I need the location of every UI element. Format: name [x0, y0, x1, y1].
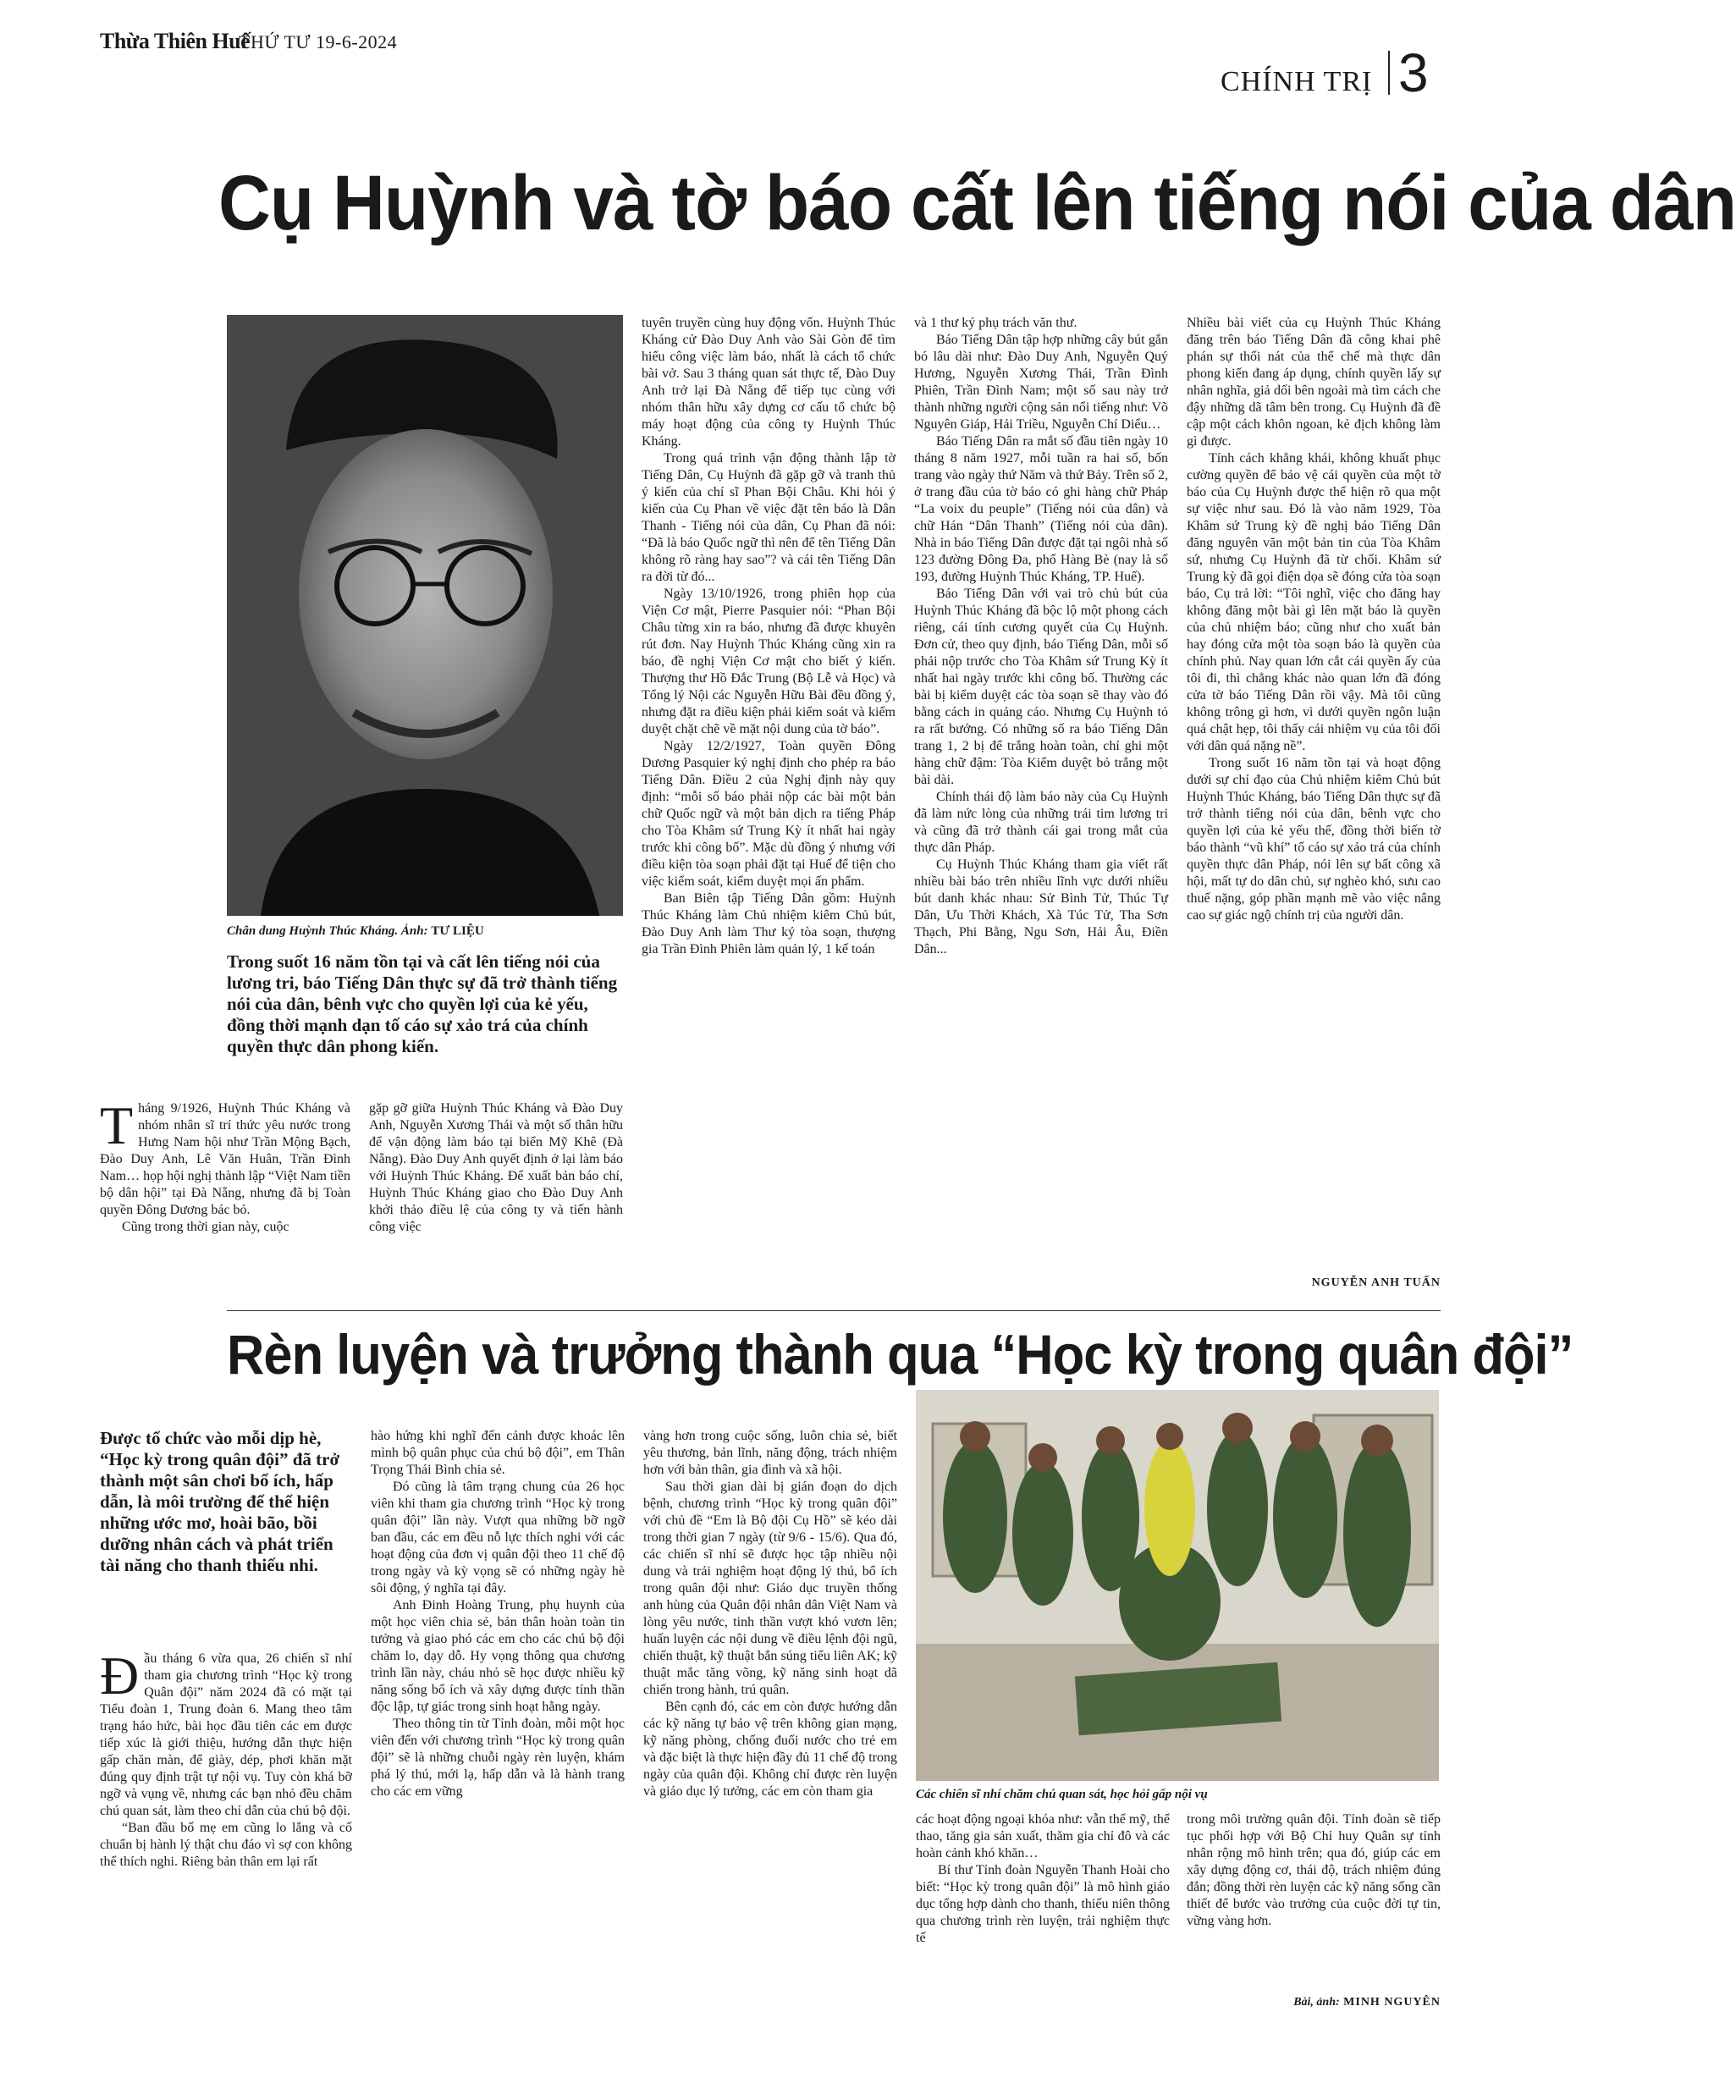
paragraph: gặp gỡ giữa Huỳnh Thúc Kháng và Đào Duy Anh, Nguyễn Xương Thái và một số thân hữu để vận động làm báo tại biển Mỹ Khê (Đà Nẵng). Đào Duy Anh quyết định ở lại làm báo với Huỳnh Thúc Kháng. Để xuất bản báo chí, Huỳnh Thúc Kháng giao cho Đào Duy Anh khởi thảo điều lệ của công ty và tiến hành công việc	[369, 1101, 623, 1234]
paragraph: Cụ Huỳnh Thúc Kháng tham gia viết rất nhiều bài báo trên nhiều lĩnh vực dưới nhiều bút danh khác nhau: Sử Bình Tử, Thúc Tự Dân, Ưu Thời Khách, Xà Túc Tử, Tha Sơn Thạch, Phi Bằng, Ngu Sơn, Hải Âu, Điền Dân...	[914, 857, 1168, 956]
paragraph: Bí thư Tỉnh đoàn Nguyễn Thanh Hoài cho biết: “Học kỳ trong quân đội” là mô hình giáo dục tổng hợp dành cho thanh, thiếu niên thông qua chương trình rèn luyện, trải nghiệm thực tế	[916, 1863, 1170, 1945]
paragraph: Ban Biên tập Tiếng Dân gồm: Huỳnh Thúc Kháng làm Chủ nhiệm kiêm Chủ bút, Đào Duy Anh làm Thư ký tòa soạn, thượng gia Trần Đình Phiên làm quản lý, 1 kế toán	[642, 891, 896, 956]
article-1-lead: Trong suốt 16 năm tồn tại và cất lên tiếng nói của lương tri, báo Tiếng Dân thực sự đã trở thành tiếng nói của dân, bênh vực cho quyền lợi của kẻ yếu, đồng thời mạnh dạn tố cáo sự xảo trá của chính quyền thực dân phong kiến.	[227, 951, 618, 1056]
paragraph: Tính cách khẳng khái, không khuất phục cường quyền để bảo vệ cái quyền của một tờ báo của Cụ Huỳnh được thể hiện rõ qua một sự việc như sau. Đó là vào năm 1929, Tòa Khâm sứ Trung kỳ đề nghị báo Tiếng Dân đăng nguyên văn một bản tin của Tòa Khâm sứ, nhưng Cụ Huỳnh đã từ chối. Khâm sứ Trung kỳ đã gọi điện dọa sẽ đóng cửa tòa soạn báo, Cụ trả lời: “Tôi nghĩ, việc cho đăng hay không đăng một bài gì lên mặt báo là quyền của chủ nhiệm báo; cũng như cho xuất bản hay đóng cửa một tòa soạn báo là quyền của chính phủ. Nay quan lớn cắt cái quyền ấy của tôi đi, thì chẳng khác nào quan lớn đã đóng cửa tờ báo Tiếng Dân rồi vậy. Mà tôi cũng không trông gì hơn, vì dưới quyền ngôn luận quá chật hẹp, tôi thấy cái nhiệm vụ của tôi đối với dân quá nặng nề”.	[1187, 451, 1441, 753]
masthead: Thừa Thiên Huế	[100, 29, 251, 53]
article-2-lead: Được tổ chức vào mỗi dịp hè, “Học kỳ trong quân đội” đã trở thành một sân chơi bổ ích, hấp dẫn, là môi trường để thể hiện những ước mơ, hoài bão, bồi dưỡng nhân cách và phát triển tài năng cho thanh thiếu nhi.	[100, 1428, 340, 1575]
portrait-photo-credit: TƯ LIỆU	[431, 924, 484, 938]
paragraph: Trong quá trình vận động thành lập tờ Tiếng Dân, Cụ Huỳnh đã gặp gỡ và tranh thủ ý kiến của chí sĩ Phan Bội Châu. Khi hỏi ý kiến của Cụ Phan về việc đặt tên báo là Dân Thanh - Tiếng nói của dân, Cụ Phan đã nói: “Đã là báo Quốc ngữ thì nên để tên Tiếng Dân không rõ ràng hay sao”? và cái tên Tiếng Dân ra đời từ đó...	[642, 451, 896, 584]
paragraph: và 1 thư ký phụ trách văn thư.	[914, 316, 1077, 330]
paragraph: hào hứng khi nghĩ đến cảnh được khoác lên mình bộ quân phục của chú bộ đội”, em Thân Trọng Thái Bình chia sẻ.	[371, 1429, 625, 1477]
camp-illustration	[916, 1390, 1439, 1781]
article-2-byline	[1187, 1996, 1441, 2009]
article-1-column-4	[914, 315, 1168, 1302]
dropcap: Đ	[100, 1645, 140, 1706]
paragraph: tuyên truyền cùng huy động vốn. Huỳnh Thúc Kháng cử Đào Duy Anh vào Sài Gòn để tìm hiểu công việc làm báo, nhất là cách tổ chức bài vở. Sau 3 tháng quan sát thực tế, Đào Duy Anh trở lại Đà Nẵng để tiếp tục cùng với nhóm thân hữu xây dựng cơ cấu tổ chức bộ máy hoạt động của công ty Huỳnh Thúc Kháng.	[642, 316, 896, 449]
article-2-headline: Rèn luyện và trưởng thành qua “Học kỳ trong quân đội”	[227, 1323, 1573, 1386]
paragraph: Báo Tiếng Dân tập hợp những cây bút gắn bó lâu dài như: Đào Duy Anh, Nguyễn Quý Hương, Nguyễn Xương Thái, Trần Đình Phiên, Trần Đình Nam; một số sau này trở thành những người cộng sản nổi tiếng như: Võ Nguyên Giáp, Hải Triều, Nguyễn Chí Diểu…	[914, 333, 1168, 432]
article-2-column-2	[371, 1428, 625, 2023]
section-divider	[1388, 51, 1390, 95]
byline-author: MINH NGUYÊN	[1343, 1996, 1441, 2009]
paragraph: các hoạt động ngoại khóa như: vẫn thể mỹ, thể thao, tăng gia sản xuất, thăm gia chỉ đô và các hoàn cảnh khó khăn…	[916, 1812, 1170, 1860]
page-number: 3	[1398, 42, 1429, 103]
paragraph: Cũng trong thời gian này, cuộc	[122, 1220, 289, 1234]
paragraph: vàng hơn trong cuộc sống, luôn chia sẻ, biết yêu thương, bản lĩnh, năng động, trách nhiệm hơn với bản thân, gia đình và xã hội.	[643, 1429, 897, 1477]
portrait-caption	[227, 924, 484, 939]
article-1-byline: NGUYỄN ANH TUẤN	[1311, 1276, 1441, 1289]
military-camp-photo	[916, 1390, 1439, 1781]
portrait-photo	[227, 315, 623, 916]
paragraph: háng 9/1926, Huỳnh Thúc Kháng và nhóm nhân sĩ trí thức yêu nước trong Hưng Nam hội như Trần Mộng Bạch, Đào Duy Anh, Lê Văn Huân, Trần Đình Nam… họp hội nghị thành lập “Việt Nam tiền bộ dân hội” tại Đà Nẵng, nhưng đã bị Toàn quyền Đông Dương bác bỏ.	[100, 1101, 350, 1217]
article-1-column-2	[369, 1100, 623, 1302]
paragraph: ầu tháng 6 vừa qua, 26 chiến sĩ nhí tham gia chương trình “Học kỳ trong Quân đội” năm 2024 đã có mặt tại Tiểu đoàn 1, Trung đoàn 6. Mang theo tâm trạng háo hức, bài học đầu tiên các em được tiếp xúc là giới thiệu, hướng dẫn thực hiện gấp chăn màn, để giày, dép, phơi khăn mặt đúng quy định trật tự nội vụ. Tuy còn khá bỡ ngỡ và vụng về, nhưng các bạn nhỏ đều chăm chú quan sát, làm theo chỉ dẫn của chú bộ đội.	[100, 1651, 352, 1818]
dropcap: T	[100, 1095, 134, 1155]
article-2-column-4	[916, 1811, 1170, 2023]
paragraph: Đó cũng là tâm trạng chung của 26 học viên khi tham gia chương trình “Học kỳ trong quân đội” lần này. Vượt qua những bỡ ngỡ ban đầu, các em đều nỗ lực thích nghi với các hoạt động của đơn vị quân đội theo 11 chế độ trong ngày và kỳ vọng sẽ có những ngày hè sôi động, ý nghĩa tại đây.	[371, 1480, 625, 1596]
paragraph: Bên cạnh đó, các em còn được hướng dẫn các kỹ năng tự bảo vệ trên không gian mạng, kỹ năng phòng, chống đuối nước cho trẻ em và đặc biệt là thực hiện đầy đủ 11 chế độ trong ngày của quân đội. Không chỉ được rèn luyện và giáo dục lý tưởng, các em còn tham gia	[643, 1700, 897, 1799]
paragraph: Ngày 12/2/1927, Toàn quyền Đông Dương Pasquier ký nghị định cho phép ra báo Tiếng Dân. Điều 2 của Nghị định này quy định: “mỗi số báo phải nộp các bài một bản chữ Quốc ngữ và một bản dịch ra tiếng Pháp cho Tòa Khâm sứ Trung Kỳ ít nhất hai ngày trước khi công bố”. Mặc dù đồng ý nhưng với điều kiện tòa soạn phải đặt tại Huế để tiện cho việc kiểm soát, kiểm duyệt mọi ấn phẩm.	[642, 739, 896, 889]
paragraph: Anh Đinh Hoàng Trung, phụ huynh của một học viên chia sẻ, bản thân hoàn toàn tin tưởng và giao phó các em cho các chú bộ đội chăm lo, dạy dỗ. Hy vọng thông qua chương trình lần này, cháu nhỏ sẽ học được nhiều kỹ năng sống bổ ích và xây dựng được tính thần độc lập, tự giác trong sinh hoạt hằng ngày.	[371, 1598, 625, 1714]
portrait-caption-text: Chân dung Huỳnh Thúc Kháng. Ảnh:	[227, 924, 428, 938]
paragraph: Nhiều bài viết của cụ Huỳnh Thúc Kháng đăng trên báo Tiếng Dân đã công khai phê phán sự thối nát của thể chế mà thực dân phong kiến đang áp dụng, chính quyền lấy sự nhân nghĩa, giả dối bên ngoài mà tìm cách che đậy những dã tâm bên trong. Cụ Huỳnh đã đề cập một cách khôn ngoan, kẻ địch không làm gì được.	[1187, 316, 1441, 449]
article-1-column-3	[642, 315, 896, 1302]
issue-date: THỨ TƯ 19-6-2024	[239, 31, 398, 52]
paragraph: Sau thời gian dài bị gián đoạn do dịch bệnh, chương trình “Học kỳ trong quân đội” với chủ đề “Em là Bộ đội Cụ Hồ” sẽ kéo dài trong thời gian 7 ngày (từ 9/6 - 15/6). Qua đó, các chiến sĩ nhí sẽ được học tập nhiều nội dung và trải nghiệm hoạt động lý thú, bổ ích trong quân đội như: Giáo dục truyền thống anh hùng của Quân đội nhân dân Việt Nam và lòng yêu nước, tinh thần vượt khó vươn lên; huấn luyện các nội dung về điều lệnh đội ngũ, chiến thuật, kỹ thuật bắn súng tiểu liên AK; kỹ thuật mắc tăng võng, kỹ năng sinh hoạt dã chiến trong hành, trú quân.	[643, 1480, 897, 1697]
portrait-illustration	[227, 315, 623, 916]
article-2-column-5	[1187, 1811, 1441, 1989]
paragraph: Báo Tiếng Dân với vai trò chủ bút của Huỳnh Thúc Kháng đã bộc lộ một phong cách riêng, cái tính cương quyết của Cụ Huỳnh. Đơn cử, theo quy định, báo Tiếng Dân, mỗi số phải nộp trước cho Tòa Khâm sứ Trung Kỳ ít nhất hai ngày trước khi công bố. Thường các bài bị kiểm duyệt các tòa soạn sẽ thay vào đó bằng cách in quảng cáo. Nhưng Cụ Huỳnh tỏ ra rất bướng. Có những số ra báo Tiếng Dân trang 1, 2 bị để trắng hoàn toàn, chỉ ghi một hàng chữ đậm: Tòa Kiểm duyệt bỏ trắng một bài dài.	[914, 587, 1168, 787]
paragraph: Chính thái độ làm báo này của Cụ Huỳnh đã làm nức lòng của những trái tim lương tri và cũng đã trở thành cái gai trong mắt của thực dân Pháp.	[914, 790, 1168, 855]
article-divider	[227, 1310, 1441, 1311]
paragraph: trong môi trường quân đội. Tỉnh đoàn sẽ tiếp tục phối hợp với Bộ Chỉ huy Quân sự tỉnh nhân rộng mô hình trên; qua đó, giúp các em xây dựng động cơ, thái độ, trách nhiệm đúng đắn; đồng thời rèn luyện các kỹ năng sống cần thiết để bước vào trưởng của cuộc đời tự tin, vững vàng hơn.	[1187, 1812, 1441, 1928]
section-name: CHÍNH TRỊ	[1221, 66, 1373, 97]
paragraph: Báo Tiếng Dân ra mắt số đầu tiên ngày 10 tháng 8 năm 1927, mỗi tuần ra hai số, bốn trang vào ngày thứ Năm và thứ Bảy. Trên số 2, ở trang đầu của tờ báo có ghi hàng chữ Pháp “La voix du peuple” (Tiếng nói của dân) và chữ Hán “Dân Thanh” (Tiếng nói của dân). Nhà in báo Tiếng Dân được đặt tại ngôi nhà số 123 đường Đông Đa, phố Hàng Bè (nay là số 193, đường Huỳnh Thúc Kháng, TP. Huế).	[914, 434, 1168, 584]
paragraph: “Ban đầu bố mẹ em cũng lo lắng và cố chuẩn bị hành lý thật chu đáo vì sợ con không thể thích nghi. Riêng bản thân em lại rất	[100, 1821, 352, 1869]
article-1-column-1	[100, 1095, 350, 1302]
article-2-column-3	[643, 1428, 897, 2023]
paragraph: Trong suốt 16 năm tồn tại và hoạt động dưới sự chỉ đạo của Chủ nhiệm kiêm Chủ bút Huỳnh Thúc Kháng, báo Tiếng Dân thực sự đã trở thành tiếng nói của dân, bênh vực cho quyền lợi của kẻ yếu thế, đồng thời biến tờ báo thành “vũ khí” tố cáo sự xảo trá của chính quyền thực dân Pháp, nói lên sự bất công xã hội, mất tự do dân chủ, sự nghèo khó, sưu cao thuế nặng, góp phần mạnh mẽ vào việc nâng cao sự giác ngộ chính trị của người dân.	[1187, 756, 1441, 923]
camp-photo-caption: Các chiến sĩ nhí chăm chú quan sát, học hỏi gấp nội vụ	[916, 1788, 1208, 1801]
paragraph: Theo thông tin từ Tỉnh đoàn, mỗi một học viên đến với chương trình “Học kỳ trong quân đội” sẽ là những chuỗi ngày rèn luyện, khám phá lý thú, mới lạ, hấp dẫn và là hành trang cho các em vững	[371, 1717, 625, 1799]
paragraph: Ngày 13/10/1926, trong phiên họp của Viện Cơ mật, Pierre Pasquier nói: “Phan Bội Châu từng xin ra báo, nhưng đã được khuyên rút đơn. Nay Huỳnh Thúc Kháng cũng xin ra báo, đề nghị Viện Cơ mật cho biết ý kiến. Thượng thư Hồ Đắc Trung (Bộ Lễ và Học) và Tổng lý Nội các Nguyễn Hữu Bài đều đồng ý, nhưng đặt ra điều kiện phải kiểm soát và kiểm duyệt chặt chẽ về mặt nội dung của tờ báo”.	[642, 587, 896, 736]
article-1-headline: Cụ Huỳnh và tờ báo cất lên tiếng nói của dân	[218, 160, 1736, 246]
byline-label: Bài, ảnh:	[1293, 1996, 1340, 2009]
article-1-column-5	[1187, 315, 1441, 1265]
article-2-column-1	[100, 1645, 352, 2023]
